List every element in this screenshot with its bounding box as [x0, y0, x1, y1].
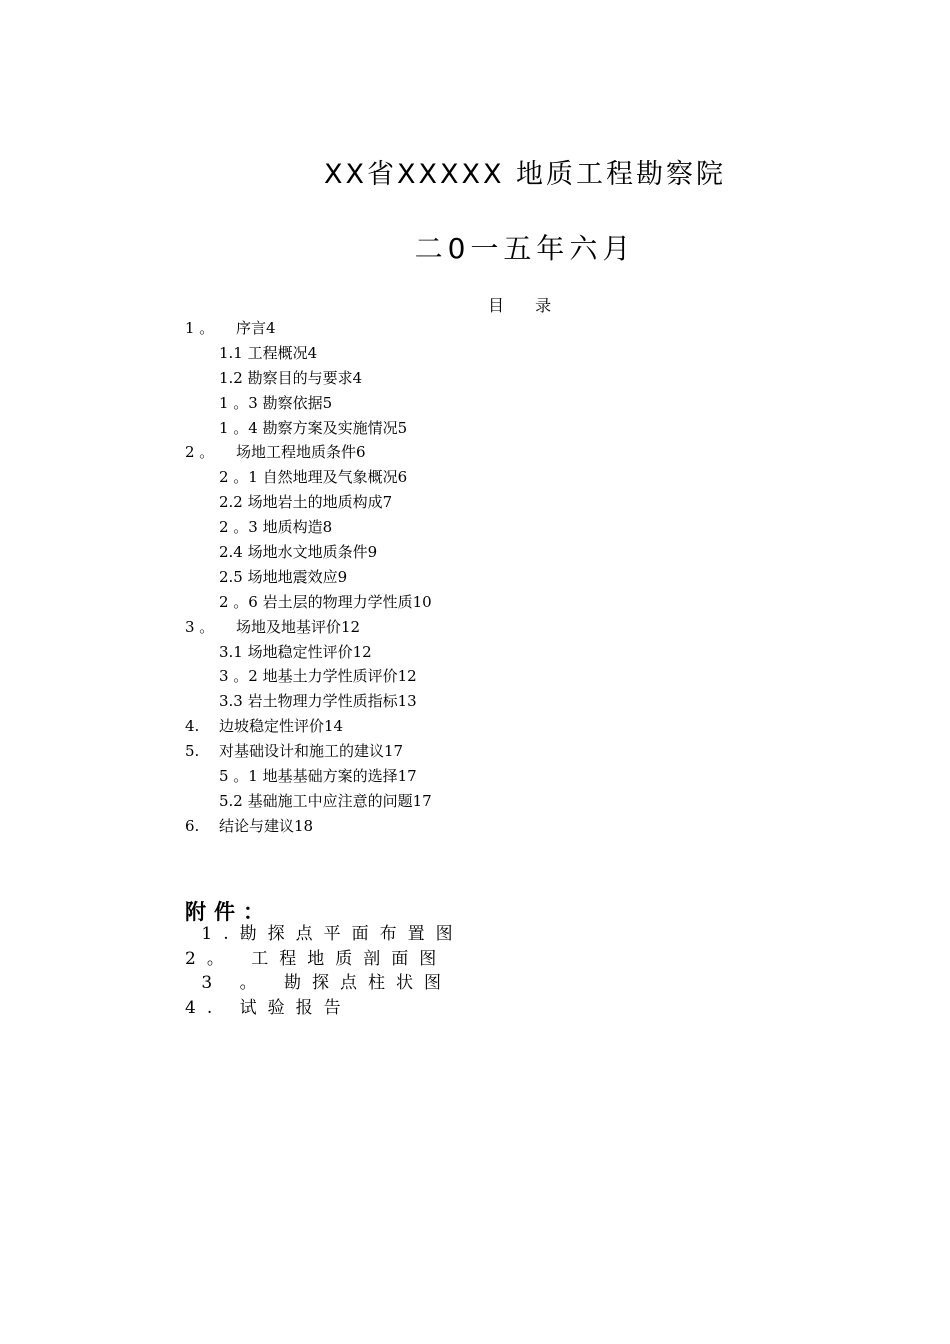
toc-item-number: 6.	[185, 816, 200, 835]
toc-item-text: 场地及地基评价12	[236, 617, 361, 636]
toc-item-number: 3 。	[185, 617, 215, 636]
attachments-title: 附件：	[185, 900, 272, 924]
attachments-list	[185, 922, 464, 1021]
toc-item-text: 2.4 场地水文地质条件9	[219, 543, 378, 562]
toc-item[interactable]	[185, 714, 785, 739]
toc-item[interactable]	[185, 366, 785, 391]
toc-item[interactable]	[185, 764, 785, 789]
attachment-item: 2。 工程地质剖面图	[185, 948, 448, 969]
toc-item[interactable]	[185, 664, 785, 689]
toc-item[interactable]	[185, 565, 785, 590]
toc-item-text: 2 。3 地质构造8	[219, 518, 333, 537]
toc-item-text: 2.5 场地地震效应9	[219, 567, 348, 586]
toc-item-text: 对基础设计和施工的建议17	[219, 742, 404, 761]
report-date: 二0一五年六月	[414, 232, 636, 265]
toc-item[interactable]	[185, 416, 785, 441]
toc-item[interactable]	[185, 490, 785, 515]
toc-item-number: 2 。	[185, 443, 215, 462]
toc-item-number: 4.	[185, 717, 200, 736]
toc-item-text: 3.3 岩土物理力学性质指标13	[219, 692, 417, 711]
toc-item[interactable]	[185, 739, 785, 764]
toc-item-text: 5 。1 地基基础方案的选择17	[219, 767, 417, 786]
toc-item[interactable]	[185, 465, 785, 490]
toc-item-text: 1 。4 勘察方案及实施情况5	[219, 418, 408, 437]
toc-item-text: 场地工程地质条件6	[236, 443, 366, 462]
table-of-contents	[185, 316, 785, 839]
toc-item[interactable]	[185, 316, 785, 341]
toc-item-text: 边坡稳定性评价14	[219, 717, 344, 736]
toc-item-text: 3.1 场地稳定性评价12	[219, 642, 372, 661]
toc-item-number: 1 。	[185, 319, 215, 337]
toc-item-text: 1 。3 勘察依据5	[219, 393, 333, 412]
attachment-item: 4. 试验报告	[185, 998, 352, 1019]
toc-item[interactable]	[185, 615, 785, 640]
toc-item-text: 结论与建议18	[219, 816, 314, 835]
toc-item[interactable]	[185, 789, 785, 814]
toc-item-text: 3 。2 地基土力学性质评价12	[219, 667, 417, 686]
toc-item-text: 2 。1 自然地理及气象概况6	[219, 468, 408, 487]
toc-item[interactable]	[185, 391, 785, 416]
toc-item[interactable]	[185, 640, 785, 665]
toc-item[interactable]	[185, 440, 785, 465]
toc-item-text: 1.1 工程概况4	[219, 343, 318, 362]
toc-item[interactable]	[185, 540, 785, 565]
attachment-item: 3 。 勘探点柱状图	[185, 973, 453, 994]
toc-item-text: 序言4	[236, 319, 276, 337]
organization-name: XX省XXXXX 地质工程勘察院	[323, 159, 727, 190]
toc-item-text: 1.2 勘察目的与要求4	[219, 368, 363, 387]
toc-item[interactable]	[185, 515, 785, 540]
toc-item[interactable]	[185, 341, 785, 366]
toc-item-text: 2 。6 岩土层的物理力学性质10	[219, 592, 432, 611]
toc-item[interactable]	[185, 689, 785, 714]
toc-item-number: 5.	[185, 742, 200, 761]
toc-item-text: 5.2 基础施工中应注意的问题17	[219, 791, 432, 810]
toc-item[interactable]	[185, 814, 785, 839]
toc-item-text: 2.2 场地岩土的地质构成7	[219, 493, 393, 512]
attachment-item: 1.勘探点平面布置图	[185, 924, 464, 944]
toc-title: 目 录	[488, 296, 552, 315]
toc-item[interactable]	[185, 590, 785, 615]
